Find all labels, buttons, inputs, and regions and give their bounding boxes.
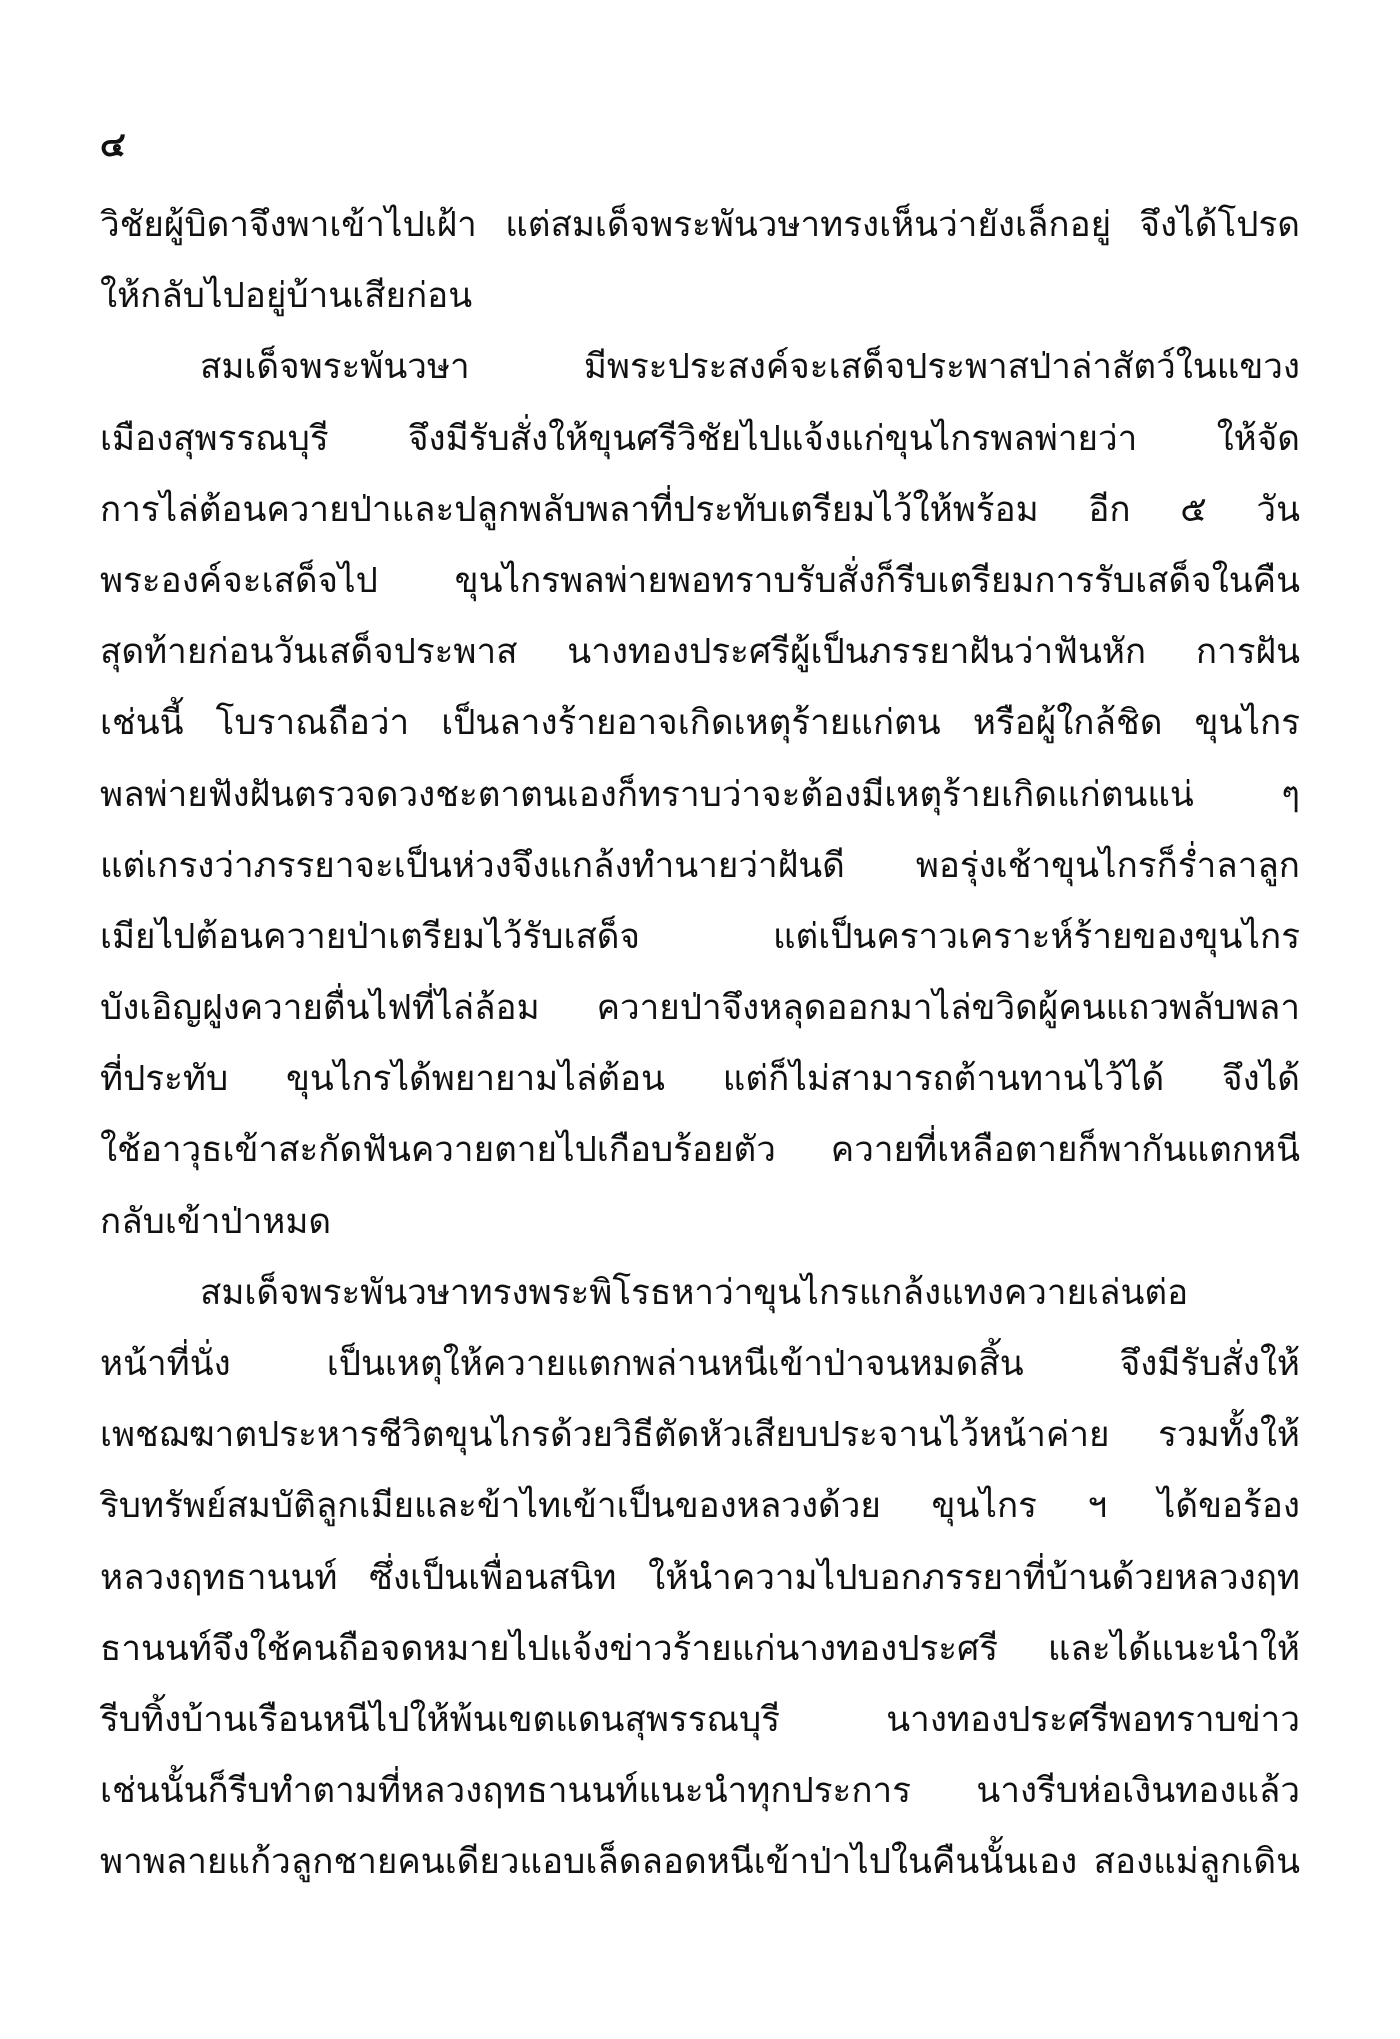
text-line: สุดท้ายก่อนวันเสด็จประพาส นางทองประศรีผู้เป็นภรรยาฝันว่าฟันหัก การฝัน: [100, 632, 1300, 673]
text-line: แต่เกรงว่าภรรยาจะเป็นห่วงจึงแกล้งทำนายว่าฝันดี พอรุ่งเช้าขุนไกรก็ร่ำลาลูก: [100, 845, 1300, 886]
text-line: หน้าที่นั่ง เป็นเหตุให้ควายแตกพล่านหนีเข้าป่าจนหมดสิ้น จึงมีรับสั่งให้: [100, 1344, 1300, 1384]
text-line: วิชัยผู้บิดาจึงพาเข้าไปเฝ้า แต่สมเด็จพระพันวษาทรงเห็นว่ายังเล็กอยู่ จึงได้โปรด: [100, 205, 1300, 245]
text-line: ให้กลับไปอยู่บ้านเสียก่อน: [100, 276, 473, 317]
text-line: ธานนท์จึงใช้คนถือจดหมายไปแจ้งข่าวร้ายแก่นางทองประศรี และได้แนะนำให้: [100, 1628, 1300, 1669]
text-line: ที่ประทับ ขุนไกรได้พยายามไล่ต้อน แต่ก็ไม่สามารถต้านทานไว้ได้ จึงได้: [100, 1059, 1300, 1100]
body-text: [100, 190, 1300, 1899]
text-line: ริบทรัพย์สมบัติลูกเมียและข้าไทเข้าเป็นของหลวงด้วย ขุนไกร ฯ ได้ขอร้อง: [100, 1486, 1300, 1527]
text-line: การไล่ต้อนควายป่าและปลูกพลับพลาที่ประทับเตรียมไว้ให้พร้อม อีก ๕ วัน: [100, 489, 1300, 530]
text-line: บังเอิญฝูงควายตื่นไฟที่ไล่ล้อม ควายป่าจึงหลุดออกมาไล่ขวิดผู้คนแถวพลับพลา: [100, 988, 1300, 1029]
page-number: ๔: [100, 125, 126, 165]
text-line: เมียไปต้อนควายป่าเตรียมไว้รับเสด็จ แต่เป็นคราวเคราะห์ร้ายของขุนไกร: [100, 916, 1300, 957]
text-line: พลพ่ายฟังฝันตรวจดวงชะตาตนเองก็ทราบว่าจะต้องมีเหตุร้ายเกิดแก่ตนแน่ ๆ: [100, 774, 1300, 815]
paragraph-first-line: สมเด็จพระพันวษา มีพระประสงค์จะเสด็จประพาสป่าล่าสัตว์ในแขวง: [200, 347, 1300, 388]
text-line: พระองค์จะเสด็จไป ขุนไกรพลพ่ายพอทราบรับสั่งก็รีบเตรียมการรับเสด็จในคืน: [100, 560, 1300, 601]
text-line: เช่นนี้ โบราณถือว่า เป็นลางร้ายอาจเกิดเหตุร้ายแก่ตน หรือผู้ใกล้ชิด ขุนไกร: [100, 703, 1300, 744]
text-line: เมืองสุพรรณบุรี จึงมีรับสั่งให้ขุนศรีวิชัยไปแจ้งแก่ขุนไกรพลพ่ายว่า ให้จัด: [100, 418, 1300, 459]
text-line: ใช้อาวุธเข้าสะกัดฟันควายตายไปเกือบร้อยตัว ควายที่เหลือตายก็พากันแตกหนี: [100, 1130, 1300, 1171]
text-line: เพชฌฆาตประหารชีวิตขุนไกรด้วยวิธีตัดหัวเสียบประจานไว้หน้าค่าย รวมทั้งให้: [100, 1415, 1300, 1456]
text-line: หลวงฤทธานนท์ ซึ่งเป็นเพื่อนสนิท ให้นำความไปบอกภรรยาที่บ้านด้วยหลวงฤท: [100, 1557, 1300, 1598]
paragraph-first-line: สมเด็จพระพันวษาทรงพระพิโรธหาว่าขุนไกรแกล้งแทงควายเล่นต่อ: [200, 1272, 1189, 1313]
text-line: กลับเข้าป่าหมด: [100, 1201, 332, 1242]
text-line: รีบทิ้งบ้านเรือนหนีไปให้พ้นเขตแดนสุพรรณบุรี นางทองประศรีพอทราบข่าว: [100, 1699, 1300, 1740]
text-line: พาพลายแก้วลูกชายคนเดียวแอบเล็ดลอดหนีเข้าป่าไปในคืนนั้นเอง สองแม่ลูกเดิน: [100, 1842, 1300, 1883]
text-line: เช่นนั้นก็รีบทำตามที่หลวงฤทธานนท์แนะนำทุกประการ นางรีบห่อเงินทองแล้ว: [100, 1771, 1300, 1812]
